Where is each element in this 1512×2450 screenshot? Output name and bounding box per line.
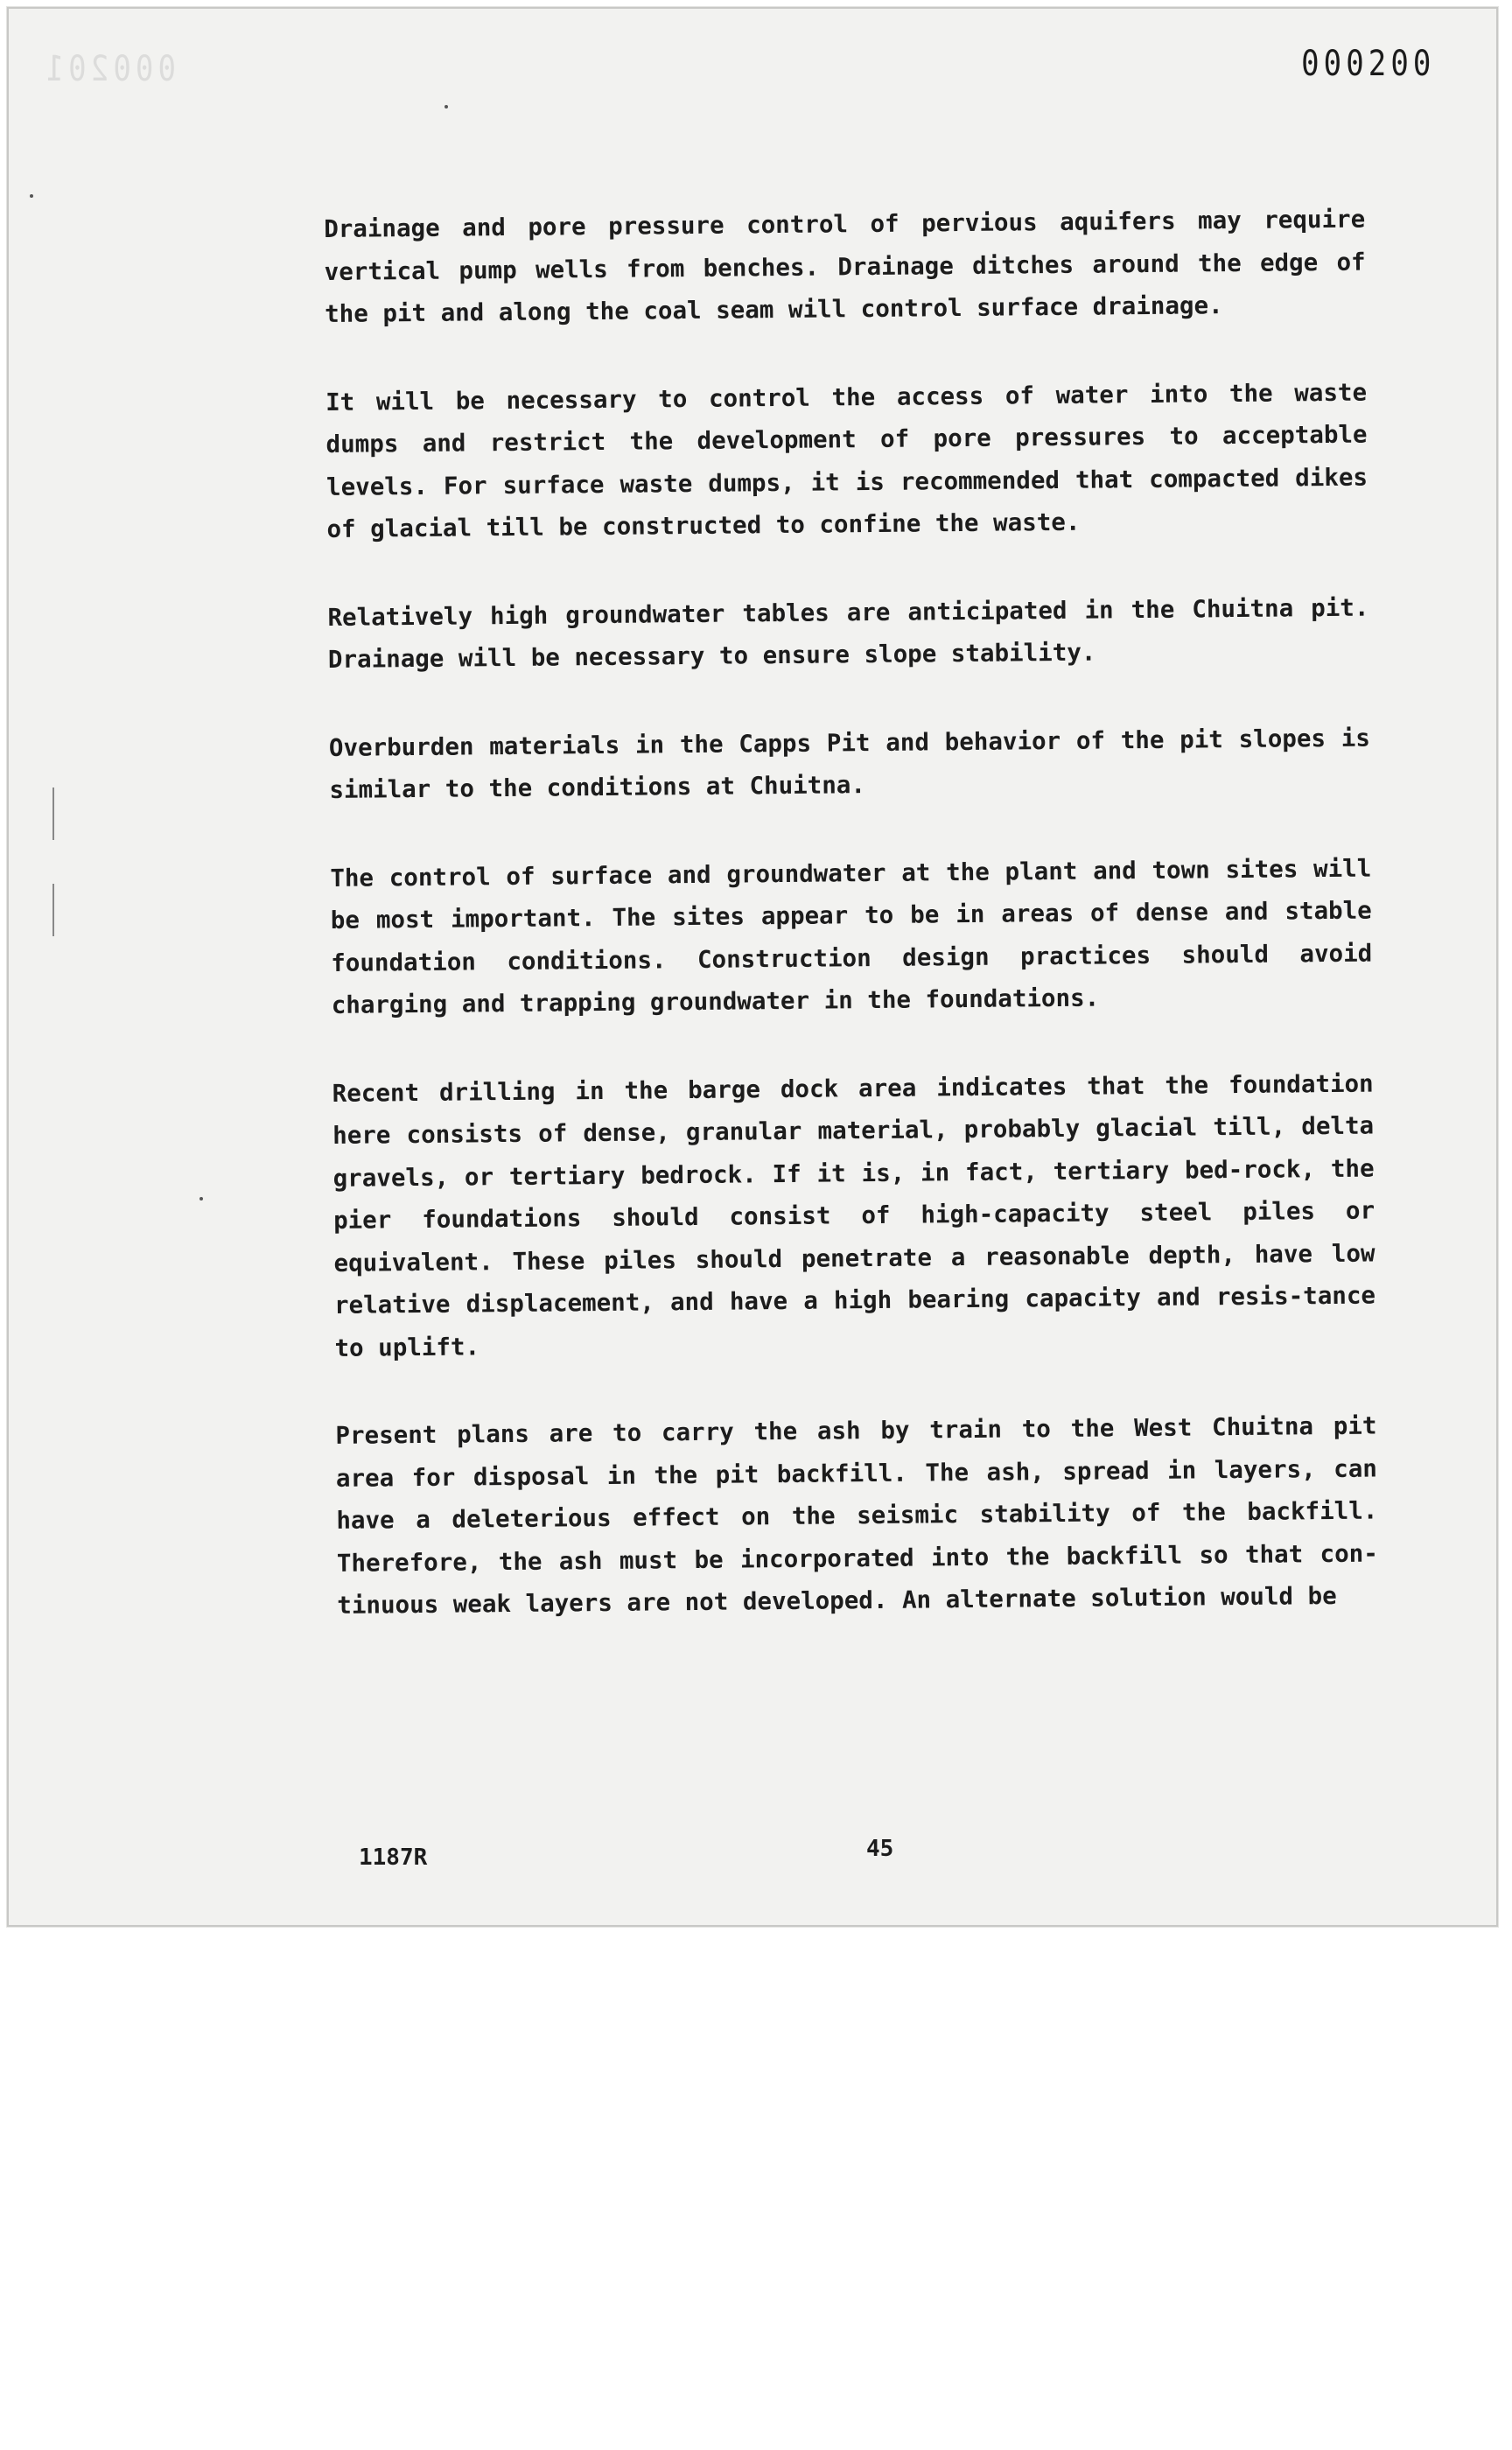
paragraph: Drainage and pore pressure control of pervious aquifers may require vertical pump wells from benches. Drainage ditches around the edge of the pit and along the coal seam will control surface drainage.	[324, 205, 1366, 328]
paragraph: Present plans are to carry the ash by train to the West Chuitna pit area for disposal in the pit backfill. The ash, spread in layers, can have a deleterious effect on the seismic stability of the backfill. Therefore, the ash must be incorporated into the backfill so that con-tinuous weak layers are not developed. An alternate solution would be	[335, 1411, 1378, 1620]
paragraph: The control of surface and groundwater at the plant and town sites will be most important. The sites appear to be in areas of dense and stable foundation conditions. Construction design practices should avoid charging and trapping groundwater in the foundations.	[330, 854, 1373, 1019]
body-text	[324, 199, 1379, 1673]
document-number: 000200	[1300, 44, 1435, 84]
scanned-page	[7, 7, 1498, 1927]
paragraph: Overburden materials in the Capps Pit and behavior of the pit slopes is similar to the conditions at Chuitna.	[328, 724, 1371, 804]
paragraph: Relatively high groundwater tables are anticipated in the Chuitna pit. Drainage will be necessary to ensure slope stability.	[327, 593, 1369, 674]
paragraph: It will be necessary to control the access of water into the waste dumps and restrict the development of pore pressures to acceptable levels. For surface waste dumps, it is recommended that compacted dikes of glacial till be constructed to confine the waste.	[325, 378, 1368, 543]
footer-reference: 1187R	[359, 1844, 428, 1871]
page-number: 45	[866, 1836, 894, 1862]
paragraph: Recent drilling in the barge dock area indicates that the foundation here consists of dense, granular material, probably glacial till, delta gravels, or tertiary bedrock. If it is, in fact, tertiary bed-rock, the pier foundations should consist of high-capacity steel piles or equivalent. These piles should penetrate a reasonable depth, have low relative displacement, and have a high bearing capacity and resis-tance to uplift.	[332, 1069, 1376, 1362]
margin-mark	[52, 884, 54, 936]
scan-speck	[444, 105, 448, 108]
scan-speck	[200, 1197, 203, 1200]
margin-mark	[52, 788, 54, 840]
bleed-through-document-number: 000201	[41, 49, 176, 89]
scan-speck	[30, 194, 33, 198]
